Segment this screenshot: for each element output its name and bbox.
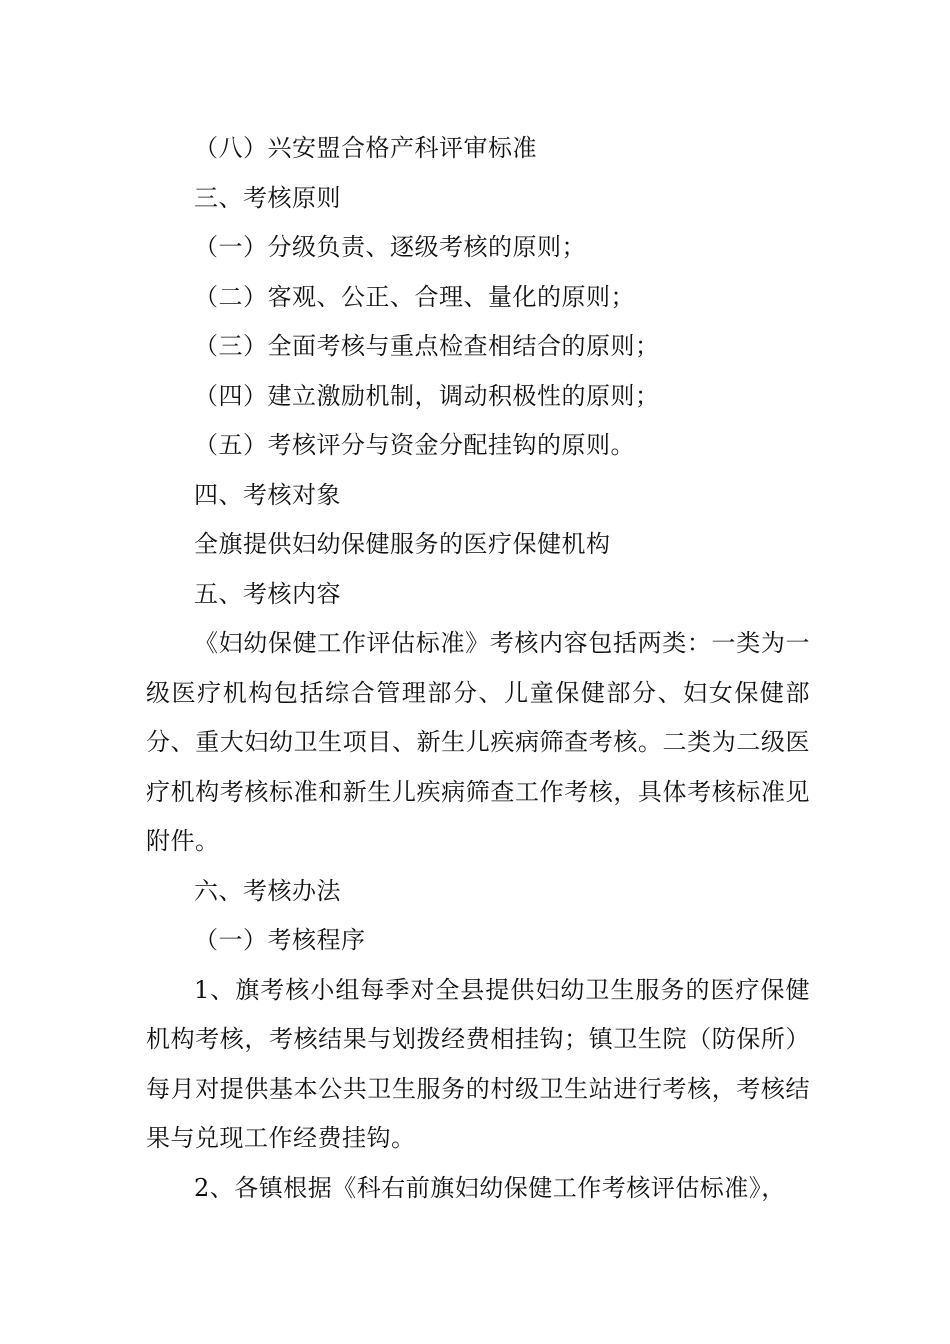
section-heading-targets: 四、考核对象 [194,480,341,509]
targets-paragraph: 全旗提供妇幼保健服务的医疗保健机构 [194,530,611,558]
content-paragraph: 《妇幼保健工作评估标准》考核内容包括两类：一类为一级医疗机构包括综合管理部分、儿童保健部分、妇女保健部分、重大妇幼卫生项目、新生儿疾病筛查考核。二类为二级医疗机构考核标准和新生儿疾病筛查工作考核，具体考核标准见附件。 [146,629,810,855]
document-body [146,124,810,1213]
principle-item-5: （五）考核评分与资金分配挂钩的原则。 [194,431,635,459]
principle-item-4: （四）建立激励机制，调动积极性的原则； [194,381,660,410]
principle-item-2: （二）客观、公正、合理、量化的原则； [194,282,635,311]
procedure-paragraph-2: 2、各镇根据《科右前旗妇幼保健工作考核评估标准》， [194,1173,786,1202]
principle-item-1: （一）分级负责、逐级考核的原则； [194,233,586,261]
section-heading-principles: 三、考核原则 [194,183,341,212]
procedure-paragraph-1: 1、旗考核小组每季对全县提供妇幼卫生服务的医疗保健机构考核，考核结果与划拨经费相挂钩；镇卫生院（防保所）每月对提供基本公共卫生服务的村级卫生站进行考核，考核结果与兑现工作经费挂钩。 [146,975,810,1152]
section-heading-content: 五、考核内容 [194,579,341,608]
list-item-evaluation-standard-8: （八）兴安盟合格产科评审标准 [194,134,537,162]
method-subheading-procedure: （一）考核程序 [194,926,366,954]
section-heading-methods: 六、考核办法 [194,876,341,905]
principle-item-3: （三）全面考核与重点检查相结合的原则； [194,332,660,360]
